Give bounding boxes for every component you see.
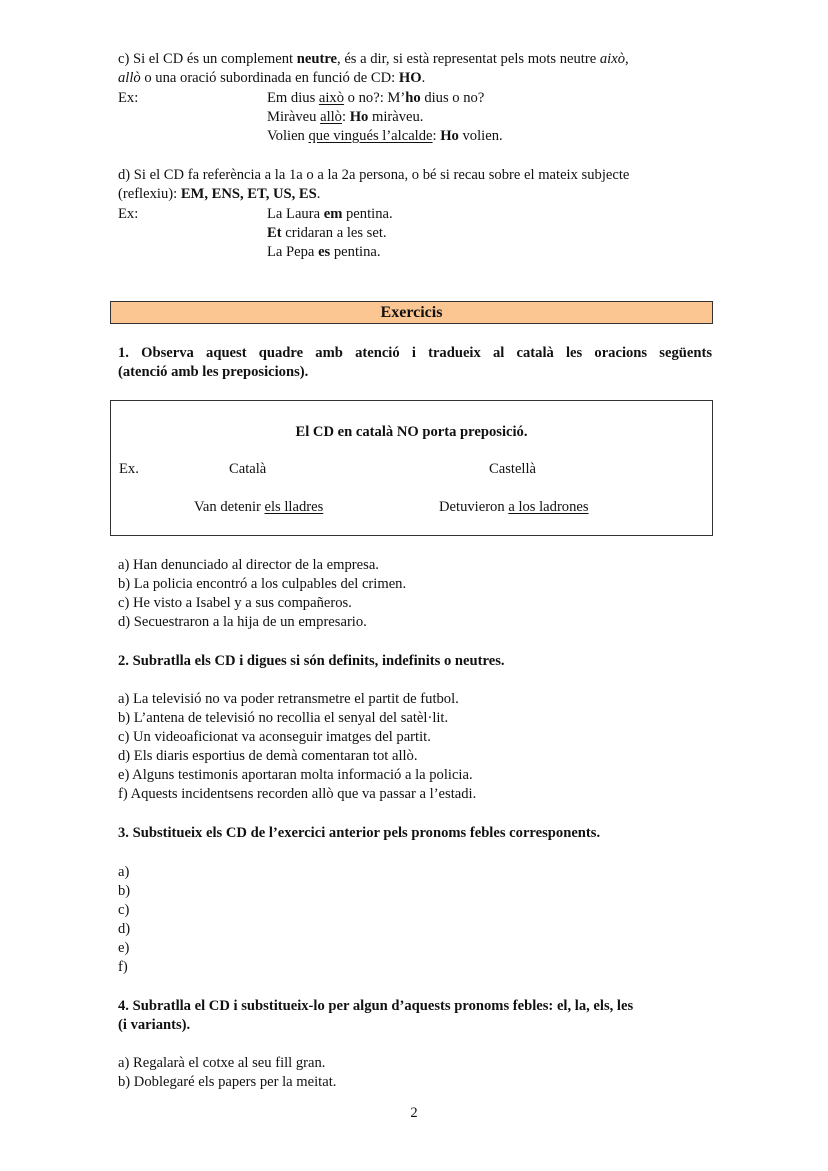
catala-example: Van detenir els lladres — [194, 499, 324, 515]
exercise-3-heading: 3. Substitueix els CD de l’exercici anterior pels pronoms febles corresponents. — [118, 825, 601, 841]
exercise-4-item: a) Regalarà el cotxe al seu fill gran. — [118, 1055, 326, 1071]
page-number: 2 — [410, 1105, 418, 1121]
section-c-line1: c) Si el CD és un complement neutre, és a dir, si està representat pels mots neutre això, — [118, 51, 629, 67]
exercise-2-heading: 2. Subratlla els CD i digues si són definits, indefinits o neutres. — [118, 653, 505, 669]
exercise-4-heading-line2: (i variants). — [118, 1017, 191, 1033]
section-d-example-3: La Pepa es pentina. — [267, 244, 381, 260]
section-d-line2: (reflexiu): EM, ENS, ET, US, ES. — [118, 186, 321, 202]
exercise-3-item: d) — [118, 921, 131, 937]
section-c-ex-label: Ex: — [118, 90, 139, 106]
section-d-ex-label: Ex: — [118, 206, 139, 222]
castella-example: Detuvieron a los ladrones — [439, 499, 589, 515]
exercise-2-item: b) L’antena de televisió no recollia el senyal del satèl·lit. — [118, 710, 449, 726]
exercicis-banner: Exercicis — [110, 301, 713, 324]
section-c-example-3: Volien que vingués l’alcalde: Ho volien. — [267, 128, 503, 144]
exercise-4-heading-line1: 4. Subratlla el CD i substitueix-lo per algun d’aquests pronoms febles: el, la, els, les — [118, 998, 634, 1014]
section-c-example-2: Miràveu allò: Ho miràveu. — [267, 109, 424, 125]
exercise-3-item: c) — [118, 902, 130, 918]
section-c-line2: allò o una oració subordinada en funció de CD: HO. — [118, 70, 426, 86]
exercise-4-item: b) Doblegaré els papers per la meitat. — [118, 1074, 337, 1090]
exercise-3-item: a) — [118, 864, 130, 880]
exercise-3-item: b) — [118, 883, 131, 899]
exercise-2-item: f) Aquests incidentsens recorden allò que va passar a l’estadi. — [118, 786, 477, 802]
exercise-1-item: d) Secuestraron a la hija de un empresario. — [118, 614, 367, 630]
exercise-1-item: c) He visto a Isabel y a sus compañeros. — [118, 595, 352, 611]
section-c-example-1: Em dius això o no?: M’ho dius o no? — [267, 90, 485, 106]
cd-rule-box — [110, 400, 713, 536]
exercise-2-item: d) Els diaris esportius de demà comentaran tot allò. — [118, 748, 418, 764]
section-d-line1: d) Si el CD fa referència a la 1a o a la 2a persona, o bé si recau sobre el mateix subjecte — [118, 167, 630, 183]
exercise-3-item: f) — [118, 959, 128, 975]
exercise-1-heading-line2: (atenció amb les preposicions). — [118, 364, 309, 380]
box-ex-label: Ex. — [119, 461, 139, 477]
exercise-2-item: a) La televisió no va poder retransmetre el partit de futbol. — [118, 691, 459, 707]
exercise-2-item: e) Alguns testimonis aportaran molta informació a la policia. — [118, 767, 473, 783]
exercise-1-heading-line1: 1. Observa aquest quadre amb atenció i tradueix al català les oracions següents — [118, 345, 712, 361]
exercise-1-item: a) Han denunciado al director de la empresa. — [118, 557, 379, 573]
column-catala-header: Català — [229, 461, 267, 477]
exercise-3-item: e) — [118, 940, 130, 956]
column-castella-header: Castellà — [489, 461, 537, 477]
exercise-1-item: b) La policia encontró a los culpables del crimen. — [118, 576, 407, 592]
exercise-2-item: c) Un videoaficionat va aconseguir imatges del partit. — [118, 729, 431, 745]
box-title: El CD en català NO porta preposició. — [295, 424, 528, 440]
section-d-example-2: Et cridaran a les set. — [267, 225, 387, 241]
section-d-example-1: La Laura em pentina. — [267, 206, 393, 222]
